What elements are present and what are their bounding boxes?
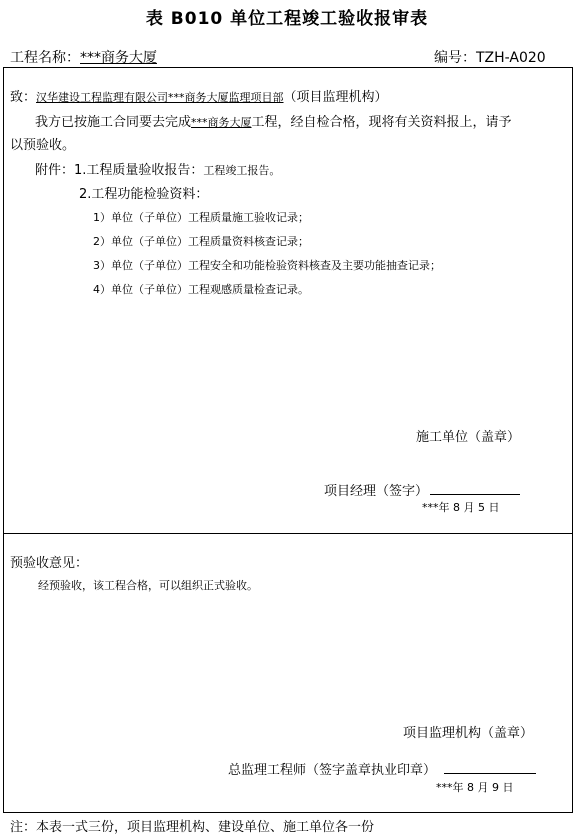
attachment-1-value: 工程竣工报告。 [203, 164, 281, 177]
attachment-2-item: 1）单位（子单位）工程质量施工验收记录； [93, 211, 309, 224]
project-name-value: ***商务大厦 [80, 50, 157, 66]
body-line-1-suffix: 工程，经自检合格，现将有关资料报上，请予 [251, 115, 512, 130]
chief-engineer-label: 总监理工程师（签字盖章执业印章） [228, 763, 437, 778]
form-number-value: TZH-A020 [476, 50, 546, 66]
attachment-2-item: 3）单位（子单位）工程安全和功能检验资料核查及主要功能抽查记录； [93, 259, 441, 272]
addressee-suffix: （项目监理机构） [283, 90, 388, 105]
attachment-2-item: 4）单位（子单位）工程观感质量检查记录。 [93, 283, 309, 296]
body-line-1 [35, 111, 512, 130]
body-line-1-project: ***商务大厦 [191, 116, 252, 129]
supervision-org-seal-label: 项目监理机构（盖章） [403, 726, 534, 741]
project-name-label: 工程名称： [10, 50, 80, 66]
attachment-1 [35, 159, 280, 178]
page-title: 表 B010 单位工程竣工验收报审表 [145, 9, 429, 29]
attachment-1-label: 1.工程质量验收报告： [74, 163, 204, 178]
body-line-1-prefix: 我方已按施工合同要去完成 [35, 115, 192, 130]
attachment-2-label: 2.工程功能检验资料： [79, 187, 209, 202]
approval-date: ***年 8 月 9 日 [436, 781, 514, 794]
addressee-value: 汉华建设工程监理有限公司***商务大厦监理项目部 [36, 91, 284, 104]
footer-note: 注：本表一式三份，项目监理机构、建设单位、施工单位各一份 [10, 820, 375, 835]
form-number [434, 47, 546, 67]
project-manager-signature-line [430, 493, 520, 495]
opinion-text: 经预验收，该工程合格，可以组织正式验收。 [38, 579, 258, 592]
submission-date: ***年 8 月 5 日 [422, 501, 500, 514]
addressee-line [10, 86, 388, 105]
project-name-row [10, 47, 157, 67]
attachment-2-item: 2）单位（子单位）工程质量资料核查记录； [93, 235, 309, 248]
submission-section [3, 67, 573, 534]
form-number-label: 编号： [434, 50, 476, 66]
chief-engineer-signature-line [444, 772, 536, 774]
addressee-label: 致： [10, 90, 37, 105]
project-manager-label: 项目经理（签字） [324, 484, 429, 499]
opinion-label: 预验收意见： [10, 556, 89, 571]
attachment-label: 附件： [35, 163, 75, 178]
body-line-2: 以预验收。 [10, 138, 76, 153]
construction-unit-seal-label: 施工单位（盖章） [416, 430, 521, 445]
